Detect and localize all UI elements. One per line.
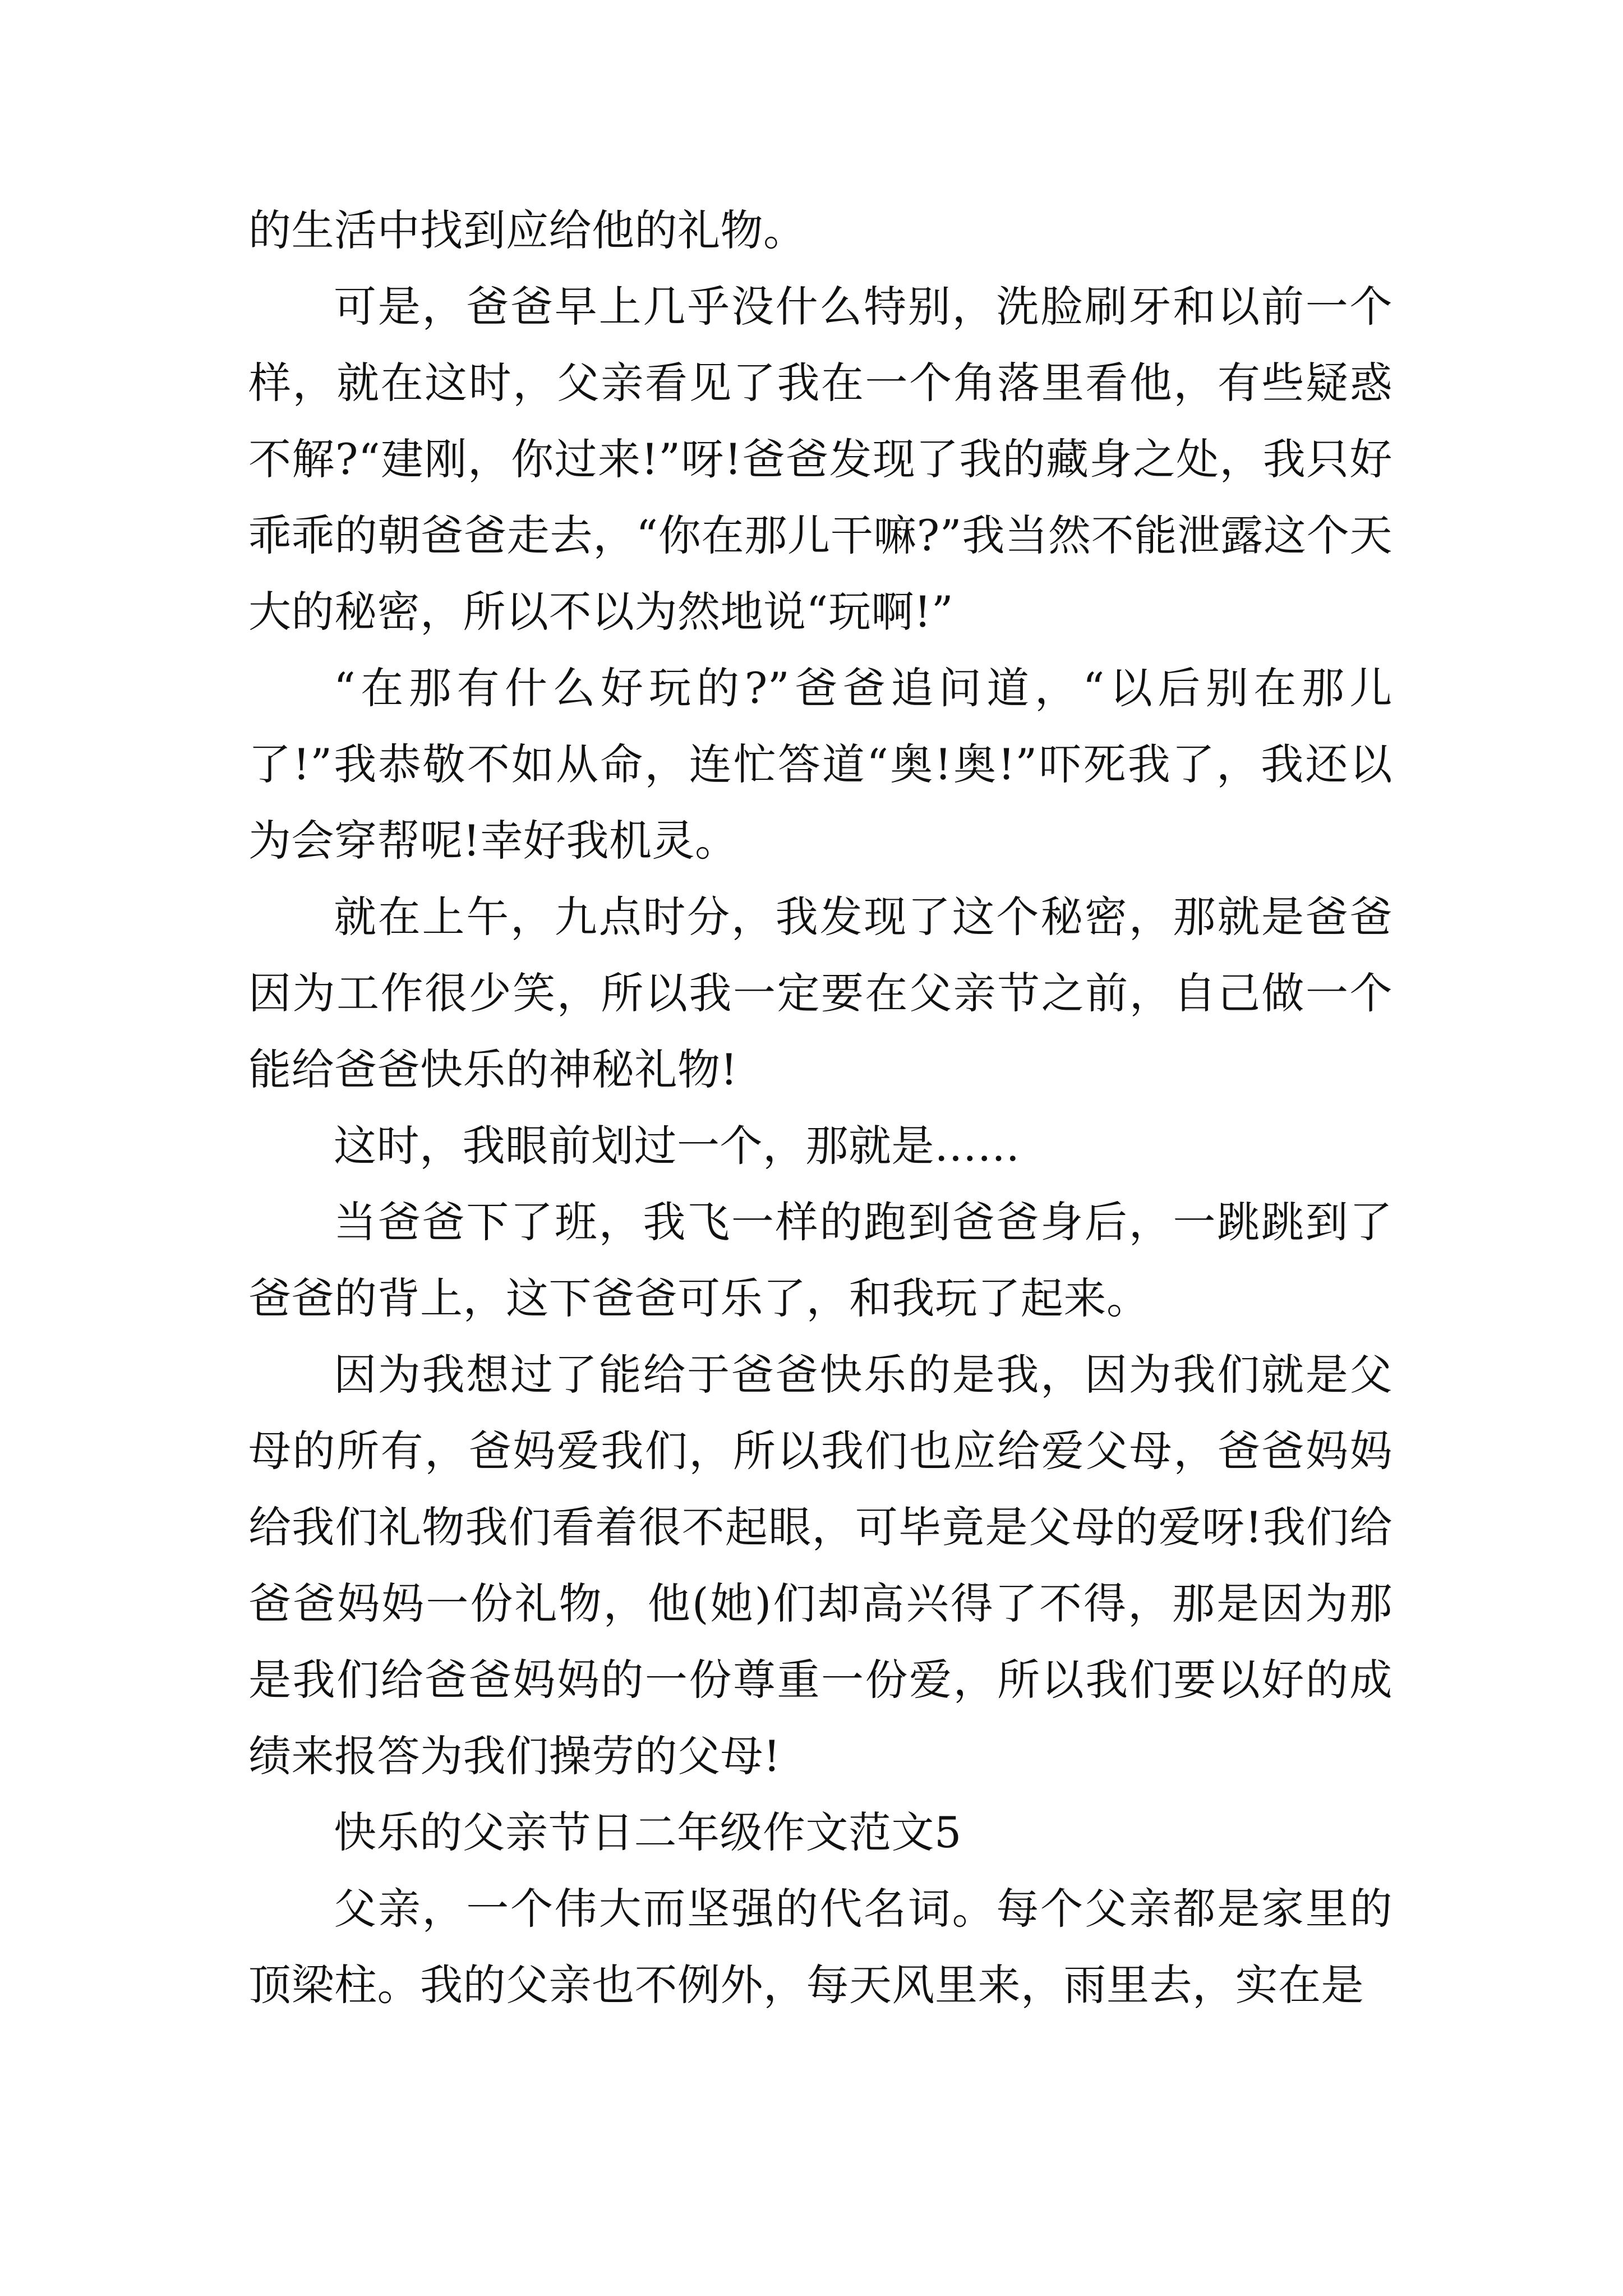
paragraph: 的生活中找到应给他的礼物。 [248,205,806,255]
paragraph: 父亲，一个伟大而坚强的代名词。每个父亲都是家里的顶梁柱。我的父亲也不例外，每天风里来，雨里去，实在是 [248,1884,1393,2010]
paragraph: “在那有什么好玩的?”爸爸追问道，“以后别在那儿了!”我恭敬不如从命，连忙答道“奥!奥!”吓死我了，我还以为会穿帮呢!幸好我机灵。 [248,663,1393,866]
paragraph: 就在上午，九点时分，我发现了这个秘密，那就是爸爸因为工作很少笑，所以我一定要在父亲节之前，自己做一个能给爸爸快乐的神秘礼物! [248,892,1393,1094]
section-heading: 快乐的父亲节日二年级作文范文5 [334,1807,962,1857]
document-body [248,192,1393,2023]
paragraph: 当爸爸下了班，我飞一样的跑到爸爸身后，一跳跳到了爸爸的背上，这下爸爸可乐了，和我玩了起来。 [248,1197,1393,1323]
paragraph: 因为我想过了能给于爸爸快乐的是我，因为我们就是父母的所有，爸妈爱我们，所以我们也应给爱父母，爸爸妈妈给我们礼物我们看着很不起眼，可毕竟是父母的爱呀!我们给爸爸妈妈一份礼物，他(她)们却高兴得了不得，那是因为那是我们给爸爸妈妈的一份尊重一份爱，所以我们要以好的成绩来报答为我们操劳的父母! [248,1350,1393,1781]
paragraph: 这时，我眼前划过一个，那就是…… [334,1121,1020,1171]
paragraph: 可是，爸爸早上几乎没什么特别，洗脸刷牙和以前一个样，就在这时，父亲看见了我在一个角落里看他，有些疑惑不解?“建刚，你过来!”呀!爸爸发现了我的藏身之处，我只好乖乖的朝爸爸走去，“你在那儿干嘛?”我当然不能泄露这个天大的秘密，所以不以为然地说“玩啊!” [248,282,1393,637]
